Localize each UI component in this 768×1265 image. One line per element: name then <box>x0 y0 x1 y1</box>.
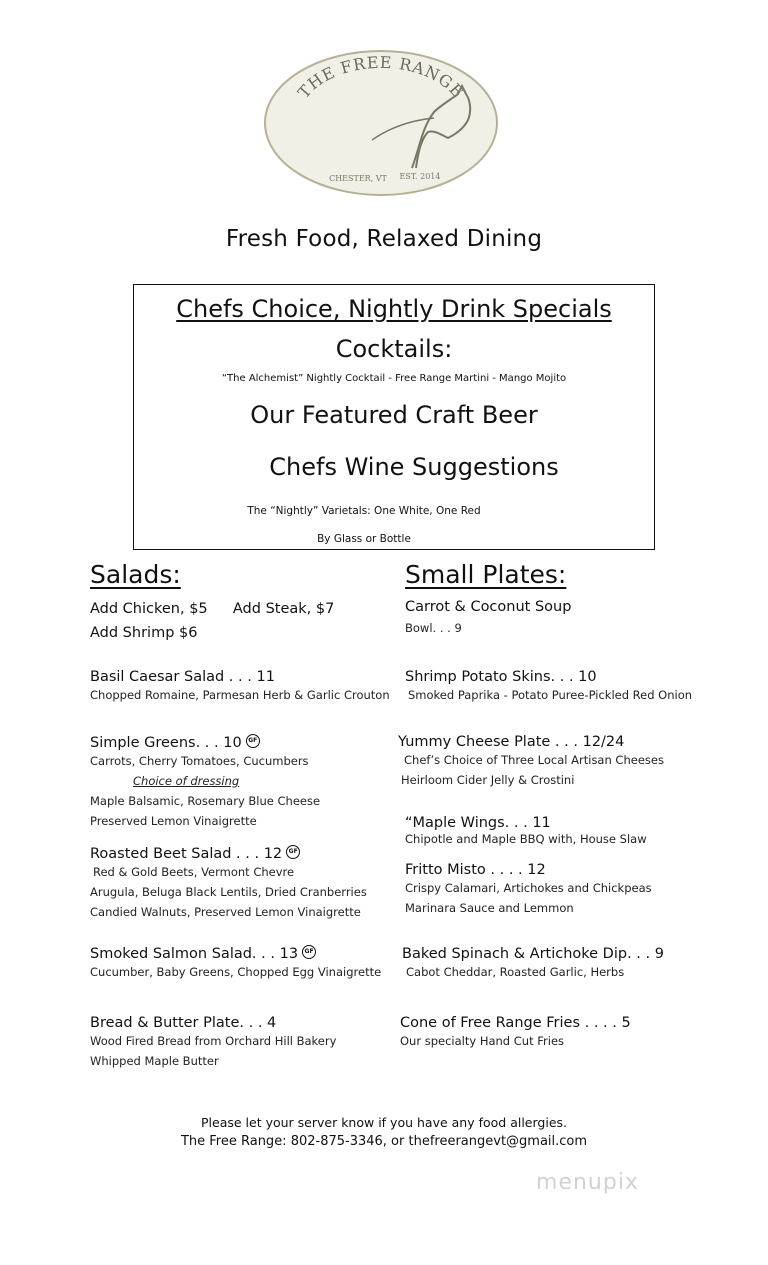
craft-beer-heading: Our Featured Craft Beer <box>250 401 538 429</box>
item-desc: Whipped Maple Butter <box>90 1054 219 1068</box>
cocktails-heading: Cocktails: <box>335 335 453 363</box>
item-name: Baked Spinach & Artichoke Dip. . . 9 <box>402 946 664 962</box>
menu-item <box>90 734 410 831</box>
item-name: Carrot & Coconut Soup <box>405 599 572 615</box>
small-plates-heading: Small Plates: <box>405 560 567 589</box>
restaurant-logo <box>262 48 500 198</box>
wine-heading: Chefs Wine Suggestions <box>269 453 559 481</box>
item-desc: Smoked Paprika - Potato Puree-Pickled Red Onion <box>408 688 693 702</box>
item-desc: Chopped Romaine, Parmesan Herb & Garlic Crouton <box>90 688 390 702</box>
menu-item <box>405 815 725 847</box>
item-desc: Our specialty Hand Cut Fries <box>400 1034 565 1048</box>
item-desc: Carrots, Cherry Tomatoes, Cucumbers <box>90 754 309 768</box>
item-name: Smoked Salmon Salad. . . 13 GF <box>90 945 410 962</box>
item-desc: Chipotle and Maple BBQ with, House Slaw <box>405 832 647 846</box>
item-name: Shrimp Potato Skins. . . 10 <box>405 669 597 685</box>
item-name: Yummy Cheese Plate . . . 12/24 <box>398 734 625 750</box>
drink-specials-box <box>133 284 655 550</box>
item-desc: Maple Balsamic, Rosemary Blue Cheese <box>90 794 321 808</box>
salad-addons <box>90 597 334 621</box>
item-desc: Candied Walnuts, Preserved Lemon Vinaigrette <box>90 905 361 919</box>
menu-item <box>398 734 718 790</box>
allergy-notice: Please let your server know if you have any food allergies. <box>201 1115 567 1130</box>
menu-item <box>405 669 725 705</box>
dressing-choice-label: Choice of dressing <box>133 774 240 788</box>
glass-bottle-text: By Glass or Bottle <box>317 533 411 545</box>
gluten-free-icon: GF <box>286 845 300 859</box>
menu-item <box>90 845 410 922</box>
logo-name: THE FREE RANGE <box>294 52 468 102</box>
addon-shrimp: Add Shrimp $6 <box>90 625 198 641</box>
tagline: Fresh Food, Relaxed Dining <box>225 226 543 252</box>
item-desc: Cucumber, Baby Greens, Chopped Egg Vinaigrette <box>90 965 382 979</box>
item-desc: Red & Gold Beets, Vermont Chevre <box>93 865 295 879</box>
logo-location: CHESTER, VT <box>329 174 387 183</box>
menu-item <box>400 1015 720 1051</box>
item-desc: Wood Fired Bread from Orchard Hill Bakery <box>90 1034 337 1048</box>
salads-heading: Salads: <box>90 560 181 589</box>
watermark: menupix <box>536 1170 639 1195</box>
specials-title: Chefs Choice, Nightly Drink Specials <box>176 295 612 323</box>
menu-item <box>405 599 725 641</box>
menu-item <box>90 669 410 705</box>
menu-item <box>405 862 725 918</box>
item-desc: Preserved Lemon Vinaigrette <box>90 814 257 828</box>
gluten-free-icon: GF <box>302 945 316 959</box>
item-desc: Bowl. . . 9 <box>405 621 462 635</box>
item-desc: Marinara Sauce and Lemmon <box>405 901 574 915</box>
item-desc: Crispy Calamari, Artichokes and Chickpeas <box>405 881 652 895</box>
menu-item <box>90 1015 410 1071</box>
item-desc: Heirloom Cider Jelly & Crostini <box>401 773 575 787</box>
item-name: Bread & Butter Plate. . . 4 <box>90 1015 277 1031</box>
item-name: Basil Caesar Salad . . . 11 <box>90 669 275 685</box>
item-desc: Cabot Cheddar, Roasted Garlic, Herbs <box>406 965 625 979</box>
item-name: Cone of Free Range Fries . . . . 5 <box>400 1015 631 1031</box>
gluten-free-icon: GF <box>246 734 260 748</box>
item-name: “Maple Wings. . . 11 <box>405 815 551 831</box>
addon-steak: Add Steak, $7 <box>232 601 335 617</box>
menu-item <box>90 945 410 982</box>
menu-item <box>402 946 722 982</box>
cocktails-list: “The Alchemist” Nightly Cocktail - Free Range Martini - Mango Mojito <box>221 373 567 384</box>
item-name: Simple Greens. . . 10 GF <box>90 734 410 751</box>
contact-info: The Free Range: 802-875-3346, or thefreerangevt@gmail.com <box>180 1134 588 1149</box>
addon-chicken: Add Chicken, $5 <box>90 601 208 617</box>
logo-established: EST. 2014 <box>399 172 441 181</box>
item-desc: Arugula, Beluga Black Lentils, Dried Cranberries <box>90 885 367 899</box>
item-name: Fritto Misto . . . . 12 <box>405 862 546 878</box>
item-name: Roasted Beet Salad . . . 12 GF <box>90 845 410 862</box>
varietals-text: The “Nightly” Varietals: One White, One Red <box>247 505 481 517</box>
item-desc: Chef’s Choice of Three Local Artisan Cheeses <box>404 753 664 767</box>
